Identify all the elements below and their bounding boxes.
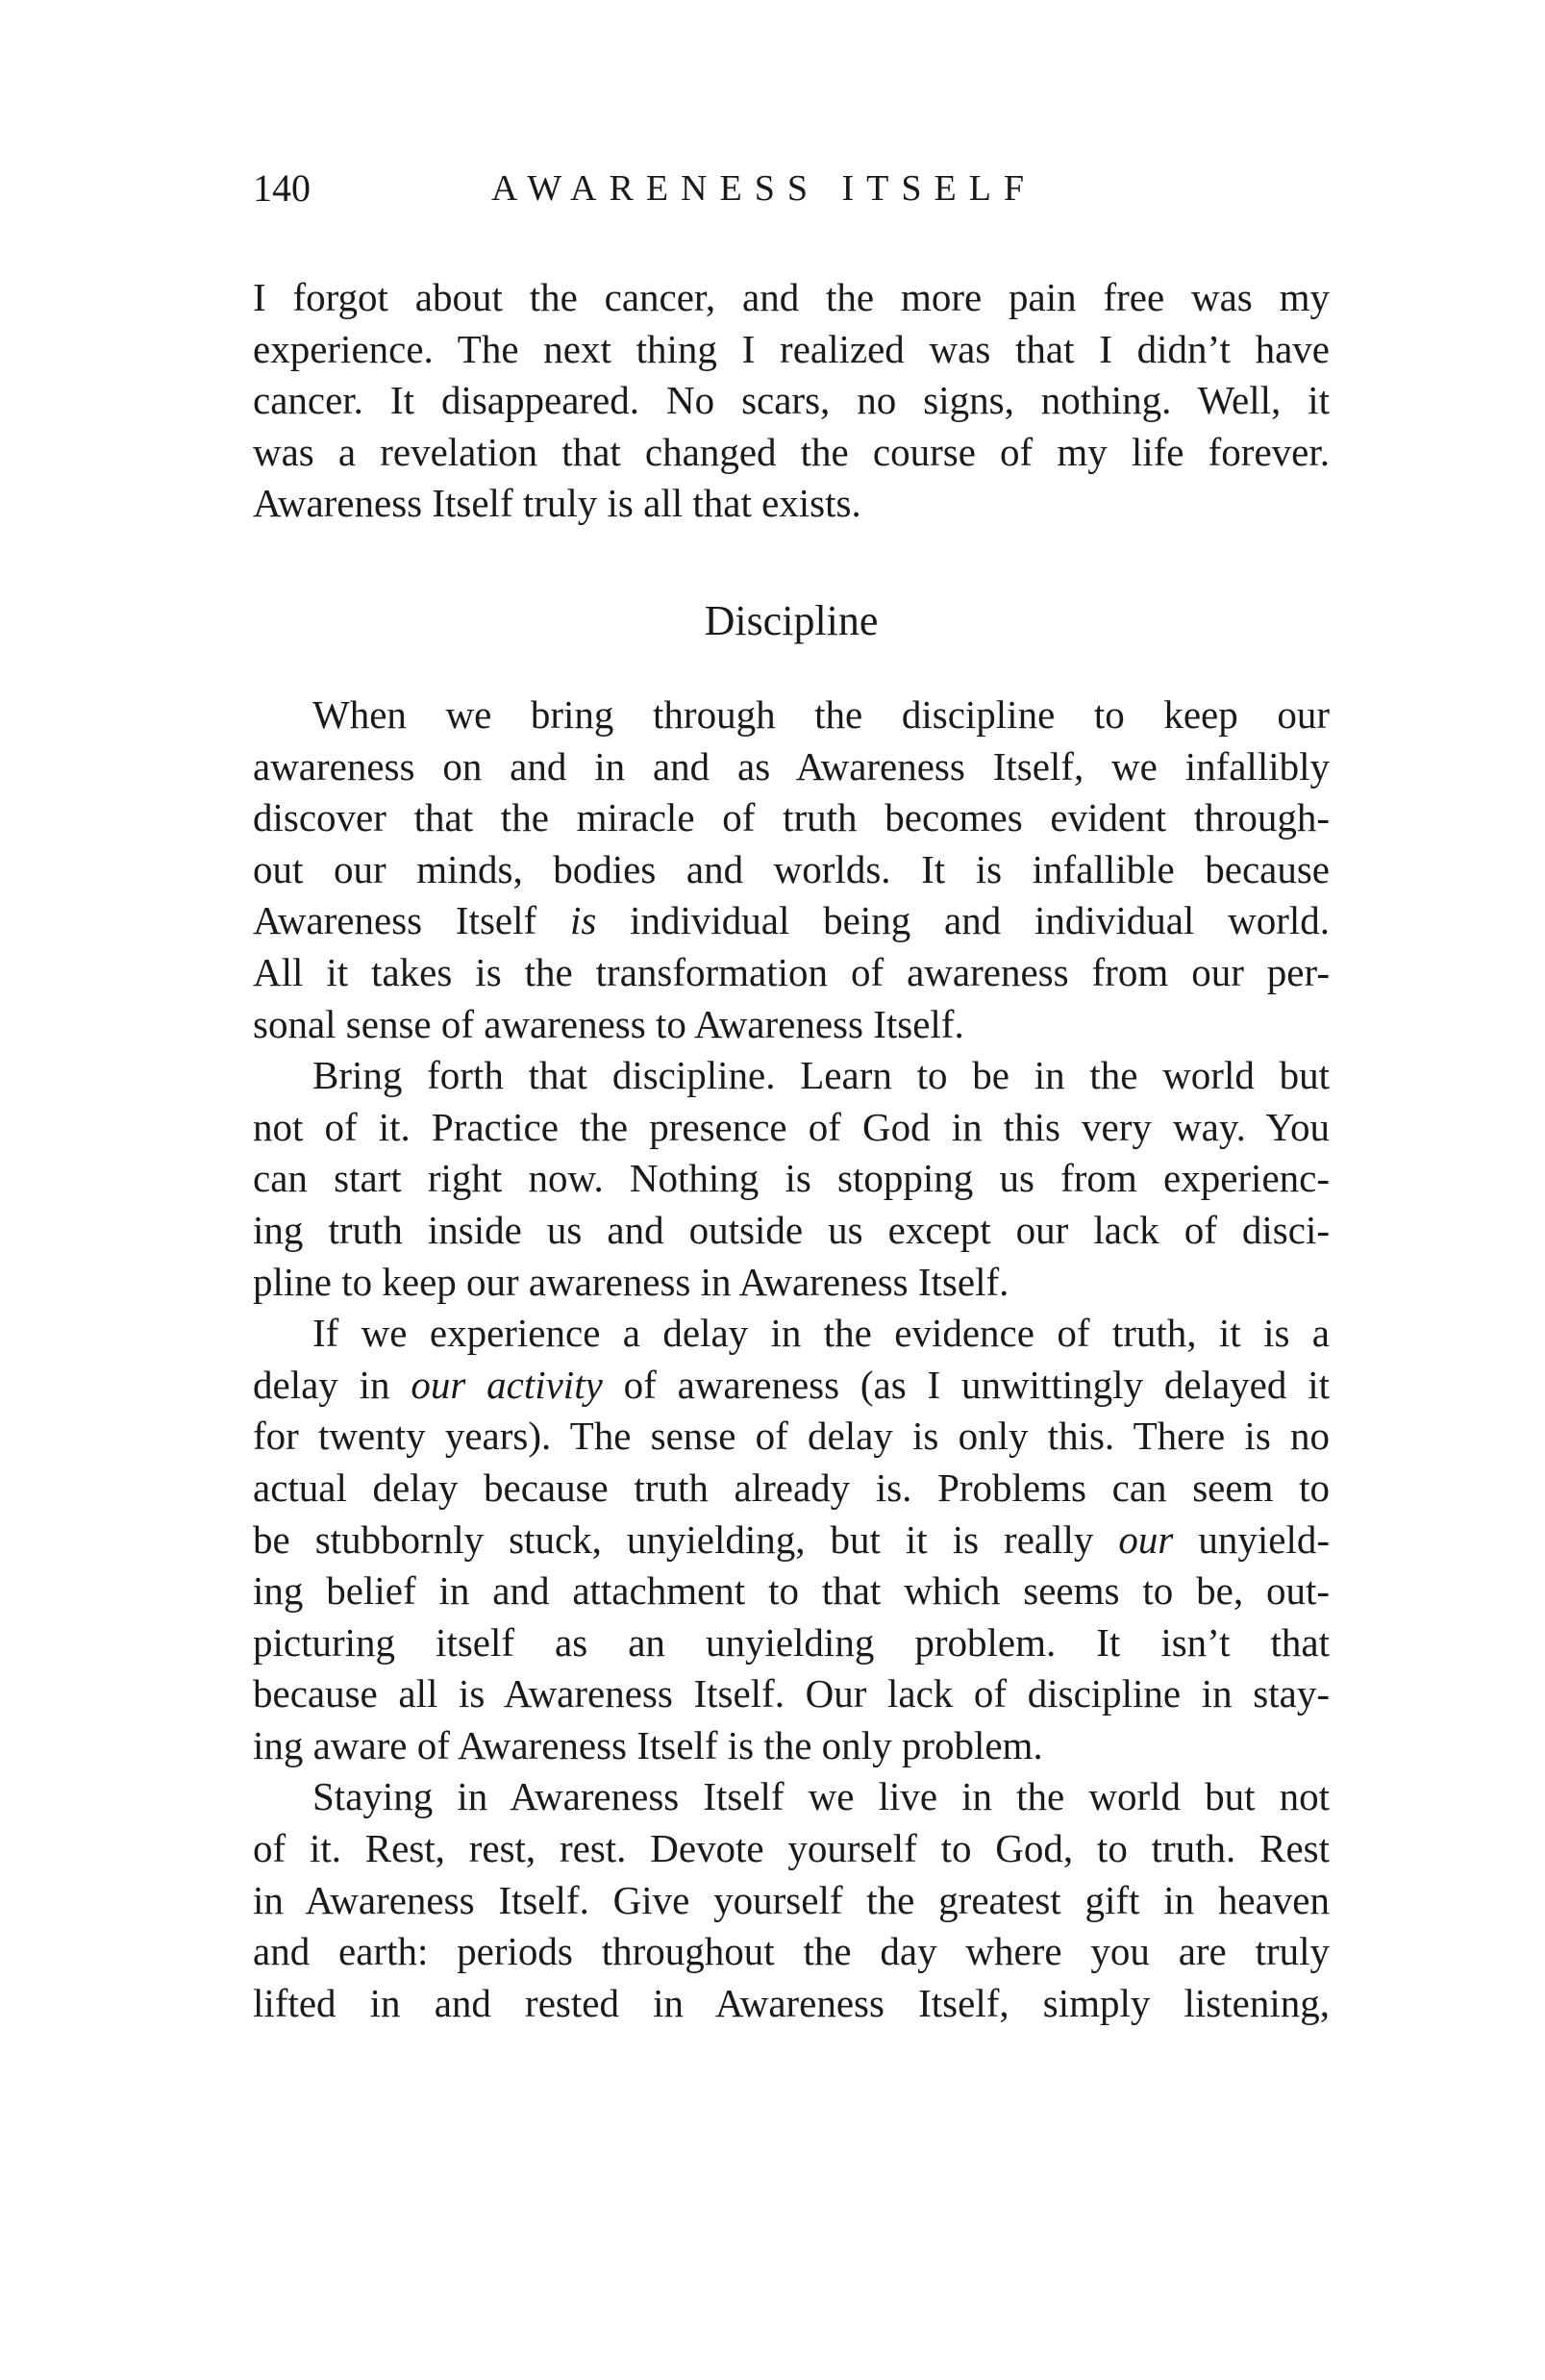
text-line: actual delay because truth already is. Problems can seem to [253, 1465, 1330, 1510]
text-segment: Awareness Itself [253, 898, 570, 943]
section-body [253, 689, 1330, 2029]
text-line: for twenty years). The sense of delay is only this. There is no [253, 1414, 1330, 1459]
paragraph [253, 1771, 1330, 2029]
text-line: because all is Awareness Itself. Our lack of discipline in stay- [253, 1671, 1330, 1716]
text-line: awareness on and in and as Awareness Itself, we infallibly [253, 743, 1330, 789]
text-line: can start right now. Nothing is stopping us from experienc- [253, 1156, 1330, 1201]
text-line: sonal sense of awareness to Awareness Itself. [253, 1001, 964, 1046]
text-line: lifted in and rested in Awareness Itself, simply listening, [253, 1980, 1330, 2025]
text-line: I forgot about the cancer, and the more pain free was my [253, 275, 1330, 319]
text-line: discover that the miracle of truth becomes evident through- [253, 795, 1330, 840]
text-line: out our minds, bodies and worlds. It is infallible because [253, 846, 1330, 891]
text-line: not of it. Practice the presence of God in this very way. You [253, 1104, 1330, 1149]
text-segment: be stubbornly stuck, unyielding, but it is really [253, 1516, 1119, 1562]
opening-paragraph [253, 272, 1330, 530]
text-line: When we bring through the discipline to keep our [312, 692, 1330, 737]
text-line: ing aware of Awareness Itself is the only problem. [253, 1722, 1043, 1767]
text-line: All it takes is the transformation of awareness from our per- [253, 949, 1330, 994]
text-line: ing truth inside us and outside us except our lack of disci- [253, 1207, 1330, 1252]
text-segment: delay in [253, 1362, 411, 1407]
text-line: and earth: periods throughout the day where you are truly [253, 1929, 1330, 1974]
text-segment: individual being and individual world. [596, 898, 1331, 943]
text-line [253, 895, 1330, 947]
text-line: Awareness Itself truly is all that exists. [253, 481, 861, 526]
text-line: pline to keep our awareness in Awareness Itself. [253, 1259, 1009, 1304]
italic-emphasis: our [1118, 1516, 1174, 1562]
text-line: Staying in Awareness Itself we live in the world but not [312, 1774, 1330, 1819]
running-head [253, 162, 1330, 215]
paragraph [253, 1308, 1330, 1771]
text-line: of it. Rest, rest, rest. Devote yourself to God, to truth. Rest [253, 1826, 1330, 1871]
text-line: cancer. It disappeared. No scars, no signs, nothing. Well, it [253, 378, 1330, 423]
text-line: If we experience a delay in the evidence of truth, it is a [312, 1311, 1330, 1356]
text-line: Bring forth that discipline. Learn to be in the world but [312, 1053, 1330, 1098]
text-line [253, 1360, 1330, 1412]
text-line: picturing itself as an unyielding problem. It isn’t that [253, 1619, 1330, 1665]
text-line: was a revelation that changed the course of my life forever. [253, 429, 1330, 474]
text-line: experience. The next thing I realized was that I didn’t have [253, 326, 1330, 371]
text-line: ing belief in and attachment to that which seems to be, out- [253, 1568, 1330, 1614]
text-line: in Awareness Itself. Give yourself the greatest gift in heaven [253, 1877, 1330, 1922]
italic-emphasis: is [569, 898, 597, 943]
italic-emphasis: our activity [411, 1362, 603, 1407]
text-segment: of awareness (as I unwittingly delayed it [602, 1362, 1330, 1407]
paragraph [253, 689, 1330, 1050]
text-line [253, 1515, 1330, 1566]
paragraph [253, 1050, 1330, 1308]
running-title: AWARENESS ITSELF [491, 168, 1037, 209]
section-heading: Discipline [704, 597, 879, 644]
page-number: 140 [253, 166, 311, 210]
text-segment: unyield- [1173, 1516, 1330, 1562]
